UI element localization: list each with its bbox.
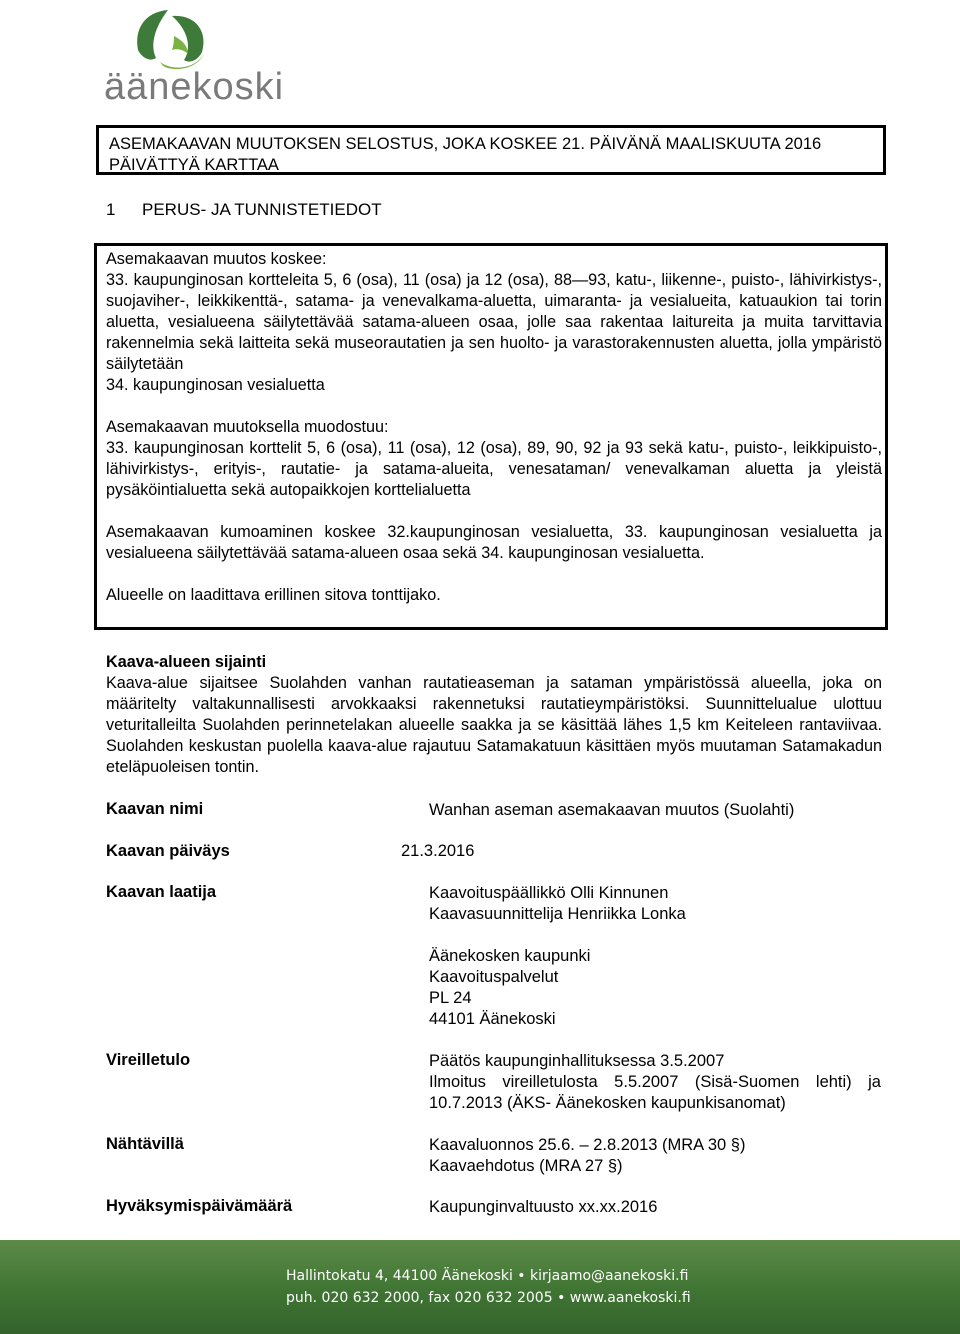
sijainti-heading: Kaava-alueen sijainti — [106, 653, 267, 671]
document-title: ASEMAKAAVAN MUUTOKSEN SELOSTUS, JOKA KOSKEE 21. PÄIVÄNÄ MAALISKUUTA 2016 PÄIVÄTTYÄ KARTTAA — [109, 135, 822, 174]
laatija-line-2: Kaavasuunnittelija Henriikka Lonka — [429, 905, 686, 923]
section-title: PERUS- JA TUNNISTETIEDOT — [142, 200, 382, 219]
sijainti-text: Kaava-alue sijaitsee Suolahden vanhan rautatieaseman ja sataman ympäristössä alueella, joka on määritelty valtakunnallisesti arvokkaaksi rakennetuksi rautatieympäristöksi. Suunnittelualue ulottuu veturitalleilta Suolahden perinnetelakan alueelle saakka ja se käsittää lähes 1,5 km Keiteleen rantaviivaa. Suolahden keskustan puolella kaava-alue rajautuu Satamakatuun käsittäen myös muutaman Satamakadun eteläpuoleisen tontin. — [106, 674, 882, 776]
hyvaksymispaivamaara-label: Hyväksymispäivämäärä — [106, 1197, 293, 1215]
hyvaksymispaivamaara-value: Kaupunginvaltuusto xx.xx.2016 — [429, 1198, 658, 1216]
vireilletulo-line-1: Päätös kaupunginhallituksessa 3.5.2007 — [429, 1052, 725, 1070]
muodostuu-text: 33. kaupunginosan korttelit 5, 6 (osa), 11 (osa), 12 (osa), 89, 90, 92 ja 93 sekä katu-, puisto-, leikkipuisto-, lähivirkistys-, erityis-, rautatie- ja satama-alueita, venesataman/ venevalkaman aluetta ja yleistä pysäköintialuetta sekä autopaikkojen korttelialuetta — [106, 439, 882, 499]
muodostuu-label: Asemakaavan muutoksella muodostuu: — [106, 418, 389, 436]
footer-contact: puh. 020 632 2000, fax 020 632 2005 • www.aanekoski.fi — [286, 1290, 691, 1306]
koskee-label: Asemakaavan muutos koskee: — [106, 250, 327, 268]
section-number: 1 — [106, 200, 116, 219]
logo-wordmark: äänekoski — [104, 66, 285, 108]
footer-band — [0, 1240, 960, 1334]
vireilletulo-label: Vireilletulo — [106, 1051, 191, 1069]
vireilletulo-line-2: Ilmoitus vireilletulosta 5.5.2007 (Sisä-Suomen lehti) ja 10.7.2013 (ÄKS- Äänekosken kaupunkisanomat) — [429, 1073, 881, 1112]
address-line-3: PL 24 — [429, 989, 472, 1007]
koskee-text-2: 34. kaupunginosan vesialuetta — [106, 376, 325, 394]
tonttijako-text: Alueelle on laadittava erillinen sitova tonttijako. — [106, 586, 441, 604]
kaavan-laatija-label: Kaavan laatija — [106, 883, 217, 901]
kaavan-paivays-value: 21.3.2016 — [401, 842, 475, 860]
footer-address: Hallintokatu 4, 44100 Äänekoski • kirjaamo@aanekoski.fi — [286, 1268, 689, 1284]
kaavan-nimi-label: Kaavan nimi — [106, 800, 204, 818]
kaavan-nimi-value: Wanhan aseman asemakaavan muutos (Suolahti) — [429, 801, 795, 819]
nahtavilla-line-2: Kaavaehdotus (MRA 27 §) — [429, 1157, 623, 1175]
aanekoski-logo — [104, 6, 344, 110]
kaavan-paivays-label: Kaavan päiväys — [106, 842, 230, 860]
nahtavilla-line-1: Kaavaluonnos 25.6. – 2.8.2013 (MRA 30 §) — [429, 1136, 746, 1154]
document-title-box — [96, 125, 886, 175]
koskee-text: 33. kaupunginosan kortteleita 5, 6 (osa), 11 (osa) ja 12 (osa), 88—93, katu-, liikenne-, puisto-, lähivirkistys-, suojaviher-, leikkikenttä-, satama- ja venevalkama-aluetta, uimaranta- ja vesialueita, katuaukion tai torin aluetta, vesialueena säilytettävää satama-alueen osaa, jolle saa rakentaa laitureita ja muita tarvittavia rakennelmia sekä laitteita sekä museorautatien ja sen huolto- ja varastorakennusten aluetta, jolla ympäristö säilytetään — [106, 271, 882, 373]
laatija-line-1: Kaavoituspäällikkö Olli Kinnunen — [429, 884, 669, 902]
kumoaminen-text: Asemakaavan kumoaminen koskee 32.kaupunginosan vesialuetta, 33. kaupunginosan vesialuetta ja vesialueena säilytettävää satama-alueen osaa sekä 34. kaupunginosan vesialuetta. — [106, 523, 882, 562]
section-heading — [106, 200, 382, 220]
address-line-4: 44101 Äänekoski — [429, 1010, 556, 1028]
nahtavilla-label: Nähtävillä — [106, 1135, 184, 1153]
address-line-2: Kaavoituspalvelut — [429, 968, 559, 986]
address-line-1: Äänekosken kaupunki — [429, 947, 591, 965]
